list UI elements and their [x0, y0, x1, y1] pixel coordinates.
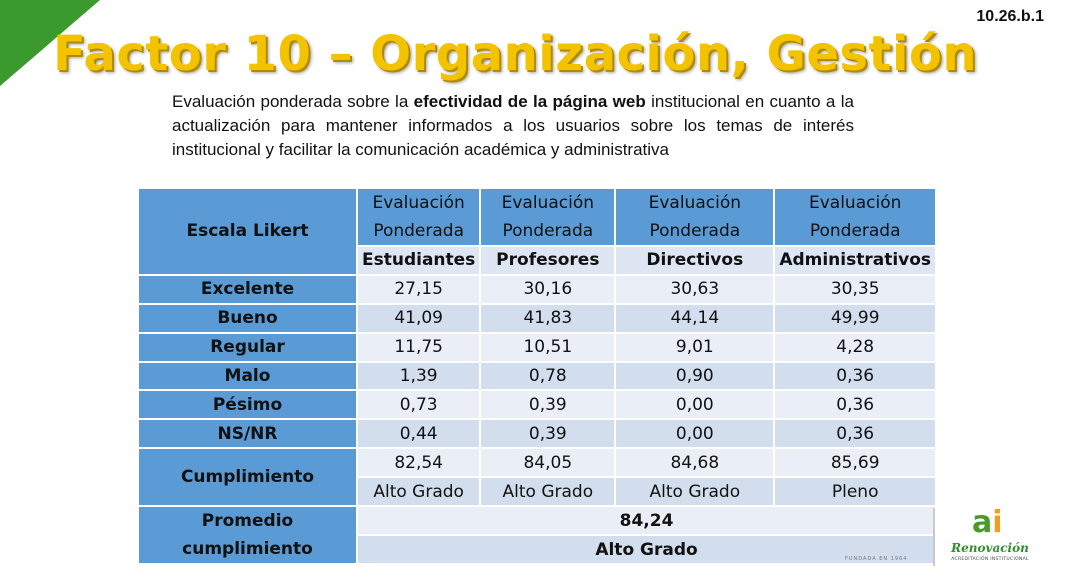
row-label: Malo: [138, 362, 357, 391]
promedio-value: 84,24: [357, 506, 936, 535]
table-cell: 0,36: [774, 390, 936, 419]
table-cell: 41,83: [480, 304, 615, 333]
group-header-administrative: Evaluación Ponderada: [774, 188, 936, 246]
table-cell: 0,39: [480, 419, 615, 448]
table-cell: 84,68: [615, 448, 774, 477]
table-cell: Alto Grado: [615, 477, 774, 506]
row-label: Excelente: [138, 275, 357, 304]
foundation-text: FUNDADA EN 1964: [845, 556, 908, 562]
table-cell: 10,51: [480, 333, 615, 362]
table-cell: 85,69: [774, 448, 936, 477]
table-cell: 30,63: [615, 275, 774, 304]
table-cell: 0,00: [615, 390, 774, 419]
promedio-label: Promedio cumplimiento: [138, 506, 357, 564]
table-cell: 82,54: [357, 448, 480, 477]
likert-evaluation-table: [137, 187, 937, 565]
row-label: Bueno: [138, 304, 357, 333]
intro-text-part1: Evaluación ponderada sobre la: [172, 92, 414, 111]
table-cell: Alto Grado: [480, 477, 615, 506]
table-cell: 0,44: [357, 419, 480, 448]
renovacion-logo: [950, 505, 1030, 566]
table-cell: 0,36: [774, 419, 936, 448]
table-row-malo: [138, 362, 936, 391]
column-header-directors: Directivos: [615, 246, 774, 275]
group-header-teachers: Evaluación Ponderada: [480, 188, 615, 246]
table-row-cumplimiento: [138, 448, 936, 477]
row-label: NS/NR: [138, 419, 357, 448]
slide-code: 10.26.b.1: [976, 8, 1044, 25]
table-row-bueno: [138, 304, 936, 333]
table-row-regular: [138, 333, 936, 362]
row-label: Regular: [138, 333, 357, 362]
promedio-grade: Alto Grado: [357, 535, 936, 564]
column-header-administrative: Administrativos: [774, 246, 936, 275]
logo-divider: [933, 508, 935, 566]
table-cell: 4,28: [774, 333, 936, 362]
logo-name: Renovación: [951, 541, 1029, 555]
table-cell: 44,14: [615, 304, 774, 333]
table-cell: 41,09: [357, 304, 480, 333]
table-cell: 30,16: [480, 275, 615, 304]
table-cell: 30,35: [774, 275, 936, 304]
table-cell: 0,73: [357, 390, 480, 419]
logo-subtitle: ACREDITACIÓN INSTITUCIONAL: [951, 557, 1029, 562]
table-cell: 49,99: [774, 304, 936, 333]
column-header-students: Estudiantes: [357, 246, 480, 275]
intro-text-part2: institucional en cuanto a la actualización para mantener informados a los usuarios sobre los temas de interés institucional y facilitar la comunicación académica y administrativa: [172, 92, 854, 159]
group-header-students: Evaluación Ponderada: [357, 188, 480, 246]
table-cell: 84,05: [480, 448, 615, 477]
table-cell: 0,00: [615, 419, 774, 448]
intro-paragraph: [172, 90, 854, 162]
table-cell: Alto Grado: [357, 477, 480, 506]
table-row-promedio: [138, 506, 936, 535]
table-cell: 0,78: [480, 362, 615, 391]
row-label: Pésimo: [138, 390, 357, 419]
slide-title: Factor 10 – Organización, Gestión: [52, 26, 978, 82]
table-row-excelente: [138, 275, 936, 304]
group-header-directors: Evaluación Ponderada: [615, 188, 774, 246]
table-row-nsnr: [138, 419, 936, 448]
ai-logo-mark: ai: [972, 505, 1003, 540]
scale-header-cell: Escala Likert: [138, 188, 357, 275]
table-cell: 0,39: [480, 390, 615, 419]
cumplimiento-label: Cumplimiento: [138, 448, 357, 506]
table-cell: 1,39: [357, 362, 480, 391]
intro-text-bold: efectividad de la página web: [413, 92, 646, 111]
column-header-teachers: Profesores: [480, 246, 615, 275]
table-cell: 27,15: [357, 275, 480, 304]
table-cell: 11,75: [357, 333, 480, 362]
table-cell: 9,01: [615, 333, 774, 362]
table-cell: Pleno: [774, 477, 936, 506]
table-cell: 0,36: [774, 362, 936, 391]
table-cell: 0,90: [615, 362, 774, 391]
table-row-pesimo: [138, 390, 936, 419]
